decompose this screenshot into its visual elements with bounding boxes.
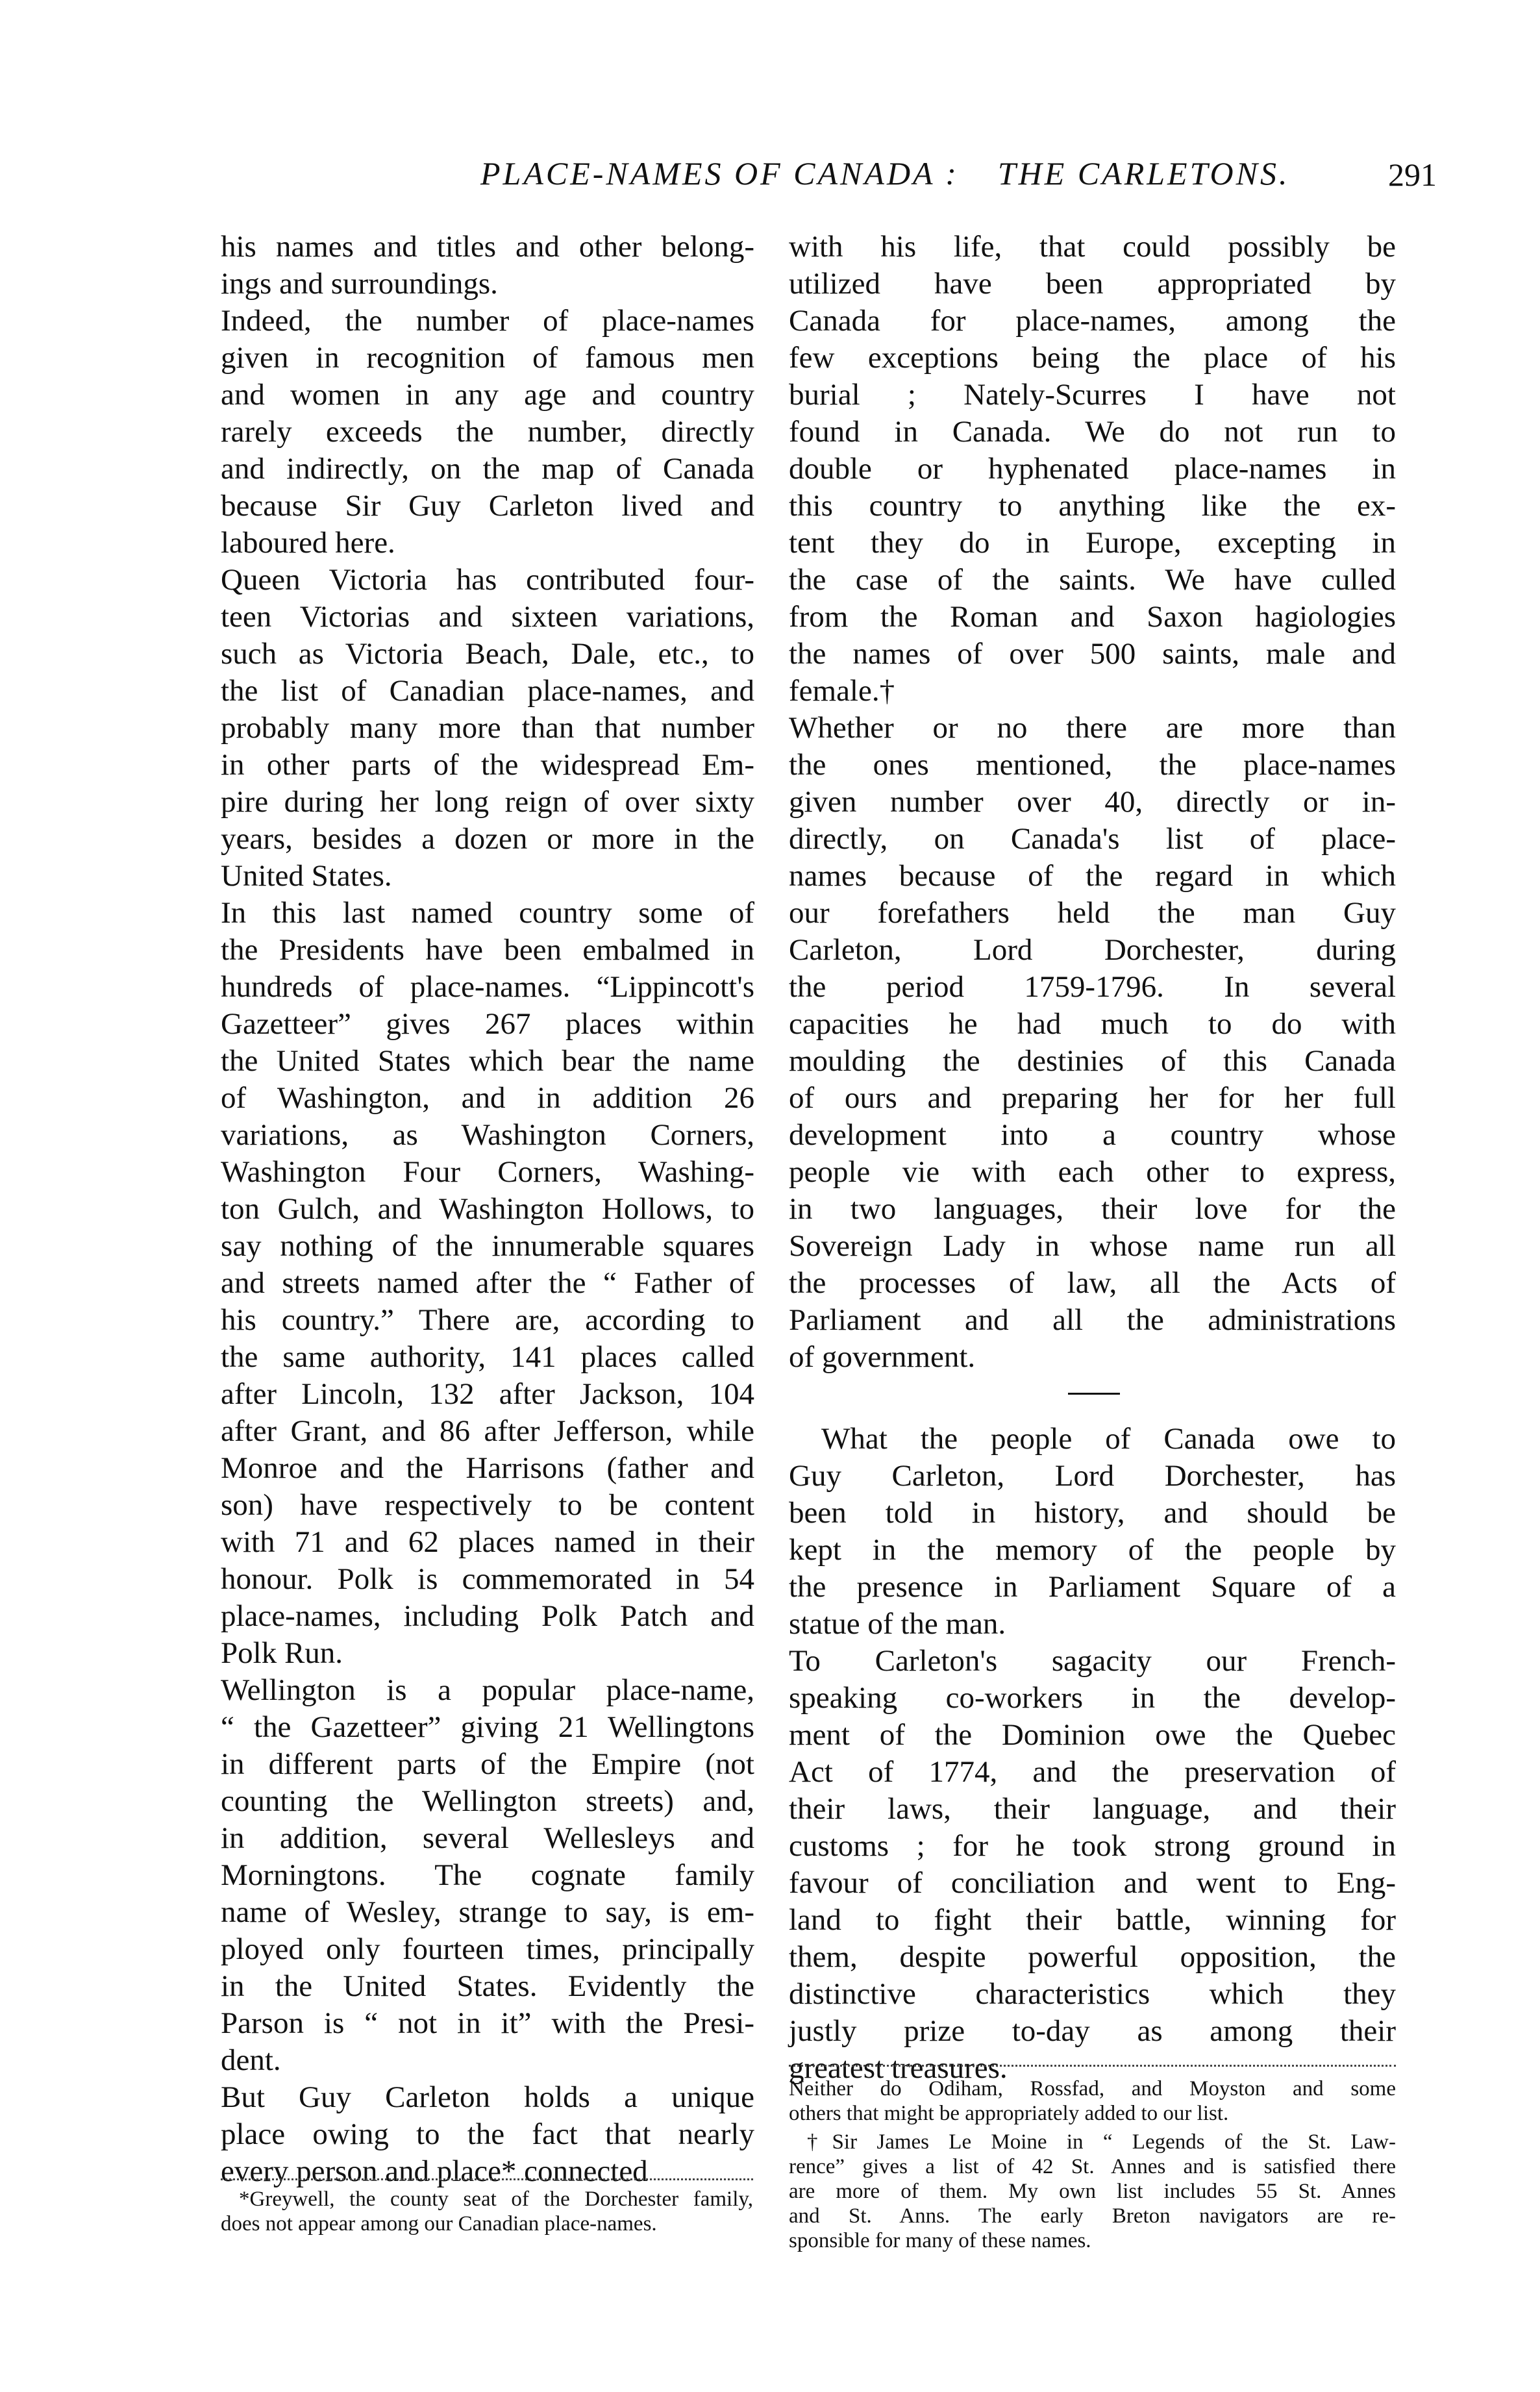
text-line: hundreds of place-names. “Lippincott's xyxy=(221,970,754,1004)
text-line: Parson is “ not in it” with the Presi- xyxy=(221,2006,754,2040)
text-line: Wellington is a popular place-name, xyxy=(221,1673,754,1707)
text-line: utilized have been appropriated by xyxy=(789,267,1396,301)
text-line: ment of the Dominion owe the Quebec xyxy=(789,1718,1396,1752)
text-line: Whether or no there are more than xyxy=(789,711,1396,745)
footnote-line: are more of them. My own list includes 55 St. Annes xyxy=(789,2180,1396,2203)
text-line: justly prize to-day as among their xyxy=(789,2014,1396,2048)
text-line: favour of conciliation and went to Eng- xyxy=(789,1866,1396,1900)
text-line: laboured here. xyxy=(221,526,395,560)
section-divider xyxy=(789,1376,1396,1413)
text-line: in the United States. Evidently the xyxy=(221,1969,754,2003)
text-line: Monroe and the Harrisons (father and xyxy=(221,1451,754,1485)
text-line: distinctive characteristics which they xyxy=(789,1977,1396,2011)
left-column xyxy=(221,229,754,2190)
text-line: the names of over 500 saints, male and xyxy=(789,637,1396,671)
text-line: Carleton, Lord Dorchester, during xyxy=(789,933,1396,967)
text-line: kept in the memory of the people by xyxy=(789,1533,1396,1567)
section-spacer xyxy=(789,1413,1396,1421)
page-number: 291 xyxy=(1388,156,1437,193)
text-line: To Carleton's sagacity our French- xyxy=(789,1644,1396,1678)
text-line: found in Canada. We do not run to xyxy=(789,415,1396,449)
text-line: honour. Polk is commemorated in 54 xyxy=(221,1562,754,1596)
text-line: the presence in Parliament Square of a xyxy=(789,1570,1396,1604)
text-line: son) have respectively to be content xyxy=(221,1488,754,1522)
footnote-rule-left xyxy=(221,2178,753,2180)
text-line: speaking co-workers in the develop- xyxy=(789,1681,1396,1715)
text-line: greatest treasures. xyxy=(789,2051,1008,2085)
text-line: tent they do in Europe, excepting in xyxy=(789,526,1396,560)
running-title-right: THE CARLETONS. xyxy=(997,155,1290,192)
text-line: teen Victorias and sixteen variations, xyxy=(221,600,754,634)
text-line: given number over 40, directly or in- xyxy=(789,785,1396,819)
text-line: rarely exceeds the number, directly xyxy=(221,415,754,449)
text-line: of Washington, and in addition 26 xyxy=(221,1081,754,1115)
text-line: from the Roman and Saxon hagiologies xyxy=(789,600,1396,634)
text-line: of government. xyxy=(789,1340,976,1374)
text-line: development into a country whose xyxy=(789,1118,1396,1152)
text-line: in different parts of the Empire (not xyxy=(221,1747,754,1781)
text-line: ings and surroundings. xyxy=(221,267,498,301)
text-line: the United States which bear the name xyxy=(221,1044,754,1078)
text-line: moulding the destinies of this Canada xyxy=(789,1044,1396,1078)
text-line: years, besides a dozen or more in the xyxy=(221,822,754,856)
text-line: capacities he had much to do with xyxy=(789,1007,1396,1041)
text-line: Canada for place-names, among the xyxy=(789,304,1396,338)
text-line: our forefathers held the man Guy xyxy=(789,896,1396,930)
text-line: place-names, including Polk Patch and xyxy=(221,1599,754,1633)
footnote-greywell xyxy=(221,2187,753,2236)
text-line: name of Wesley, strange to say, is em- xyxy=(221,1895,754,1929)
text-line: the same authority, 141 places called xyxy=(221,1340,754,1374)
text-line: dent. xyxy=(221,2043,281,2077)
text-line: been told in history, and should be xyxy=(789,1496,1396,1530)
text-line: Parliament and all the administrations xyxy=(789,1303,1396,1337)
text-line: in two languages, their love for the xyxy=(789,1192,1396,1226)
text-line: names because of the regard in which xyxy=(789,859,1396,893)
text-line: female.† xyxy=(789,674,895,708)
text-line: of ours and preparing her for her full xyxy=(789,1081,1396,1115)
footnote-line: sponsible for many of these names. xyxy=(789,2229,1091,2252)
text-line: given in recognition of famous men xyxy=(221,341,754,375)
footnote-line: does not appear among our Canadian place-names. xyxy=(221,2212,657,2236)
text-line: Gazetteer” gives 267 places within xyxy=(221,1007,754,1041)
text-line: because Sir Guy Carleton lived and xyxy=(221,489,754,523)
text-line: and streets named after the “ Father of xyxy=(221,1266,754,1300)
text-line: counting the Wellington streets) and, xyxy=(221,1784,754,1818)
text-line: United States. xyxy=(221,859,392,893)
text-line: Polk Run. xyxy=(221,1636,343,1670)
text-line: Queen Victoria has contributed four- xyxy=(221,563,754,597)
text-line: Guy Carleton, Lord Dorchester, has xyxy=(789,1459,1396,1493)
footnote-line: †Sir James Le Moine in “ Legends of the St. Law- xyxy=(807,2130,1396,2154)
text-line: their laws, their language, and their xyxy=(789,1792,1396,1826)
text-line: them, despite powerful opposition, the xyxy=(789,1940,1396,1974)
running-head xyxy=(480,155,1290,192)
text-line: ton Gulch, and Washington Hollows, to xyxy=(221,1192,754,1226)
text-line: burial ; Nately-Scurres I have not xyxy=(789,378,1396,412)
text-line: double or hyphenated place-names in xyxy=(789,452,1396,486)
footnote-line: *Greywell, the county seat of the Dorchester family, xyxy=(239,2187,753,2211)
text-line: say nothing of the innumerable squares xyxy=(221,1229,754,1263)
text-line: the Presidents have been embalmed in xyxy=(221,933,754,967)
footnote-rule-right xyxy=(789,2065,1396,2067)
text-line: probably many more than that number xyxy=(221,711,754,745)
text-line: the ones mentioned, the place-names xyxy=(789,748,1396,782)
text-line: his country.” There are, according to xyxy=(221,1303,754,1337)
text-line: the case of the saints. We have culled xyxy=(789,563,1396,597)
text-line: Indeed, the number of place-names xyxy=(221,304,754,338)
text-line: ployed only fourteen times, principally xyxy=(221,1932,754,1966)
text-line: few exceptions being the place of his xyxy=(789,341,1396,375)
text-line: the processes of law, all the Acts of xyxy=(789,1266,1396,1300)
text-line: this country to anything like the ex- xyxy=(789,489,1396,523)
text-line: after Grant, and 86 after Jefferson, while xyxy=(221,1414,754,1448)
text-line: in other parts of the widespread Em- xyxy=(221,748,754,782)
text-line: with his life, that could possibly be xyxy=(789,230,1396,264)
text-line: “ the Gazetteer” giving 21 Wellingtons xyxy=(221,1710,754,1744)
text-line: variations, as Washington Corners, xyxy=(221,1118,754,1152)
text-line: What the people of Canada owe to xyxy=(821,1422,1396,1456)
footnote-odiham xyxy=(789,2076,1396,2126)
text-line: land to fight their battle, winning for xyxy=(789,1903,1396,1937)
text-line: the period 1759-1796. In several xyxy=(789,970,1396,1004)
footnote-line: and St. Anns. The early Breton navigators are re- xyxy=(789,2204,1396,2228)
text-line: and women in any age and country xyxy=(221,378,754,412)
text-line: such as Victoria Beach, Dale, etc., to xyxy=(221,637,754,671)
text-line: directly, on Canada's list of place- xyxy=(789,822,1396,856)
text-line: people vie with each other to express, xyxy=(789,1155,1396,1189)
text-line: Morningtons. The cognate family xyxy=(221,1858,754,1892)
text-line: In this last named country some of xyxy=(221,896,754,930)
footnote-st-annes xyxy=(789,2130,1396,2253)
text-line: and indirectly, on the map of Canada xyxy=(221,452,754,486)
text-line: with 71 and 62 places named in their xyxy=(221,1525,754,1559)
text-line: his names and titles and other belong- xyxy=(221,230,754,264)
text-line: every person and place* connected xyxy=(221,2154,648,2188)
text-line: Act of 1774, and the preservation of xyxy=(789,1755,1396,1789)
footnote-line: rence” gives a list of 42 St. Annes and is satisfied there xyxy=(789,2155,1396,2178)
text-line: pire during her long reign of over sixty xyxy=(221,785,754,819)
text-line: Washington Four Corners, Washing- xyxy=(221,1155,754,1189)
text-line: the list of Canadian place-names, and xyxy=(221,674,754,708)
footnote-line: Neither do Odiham, Rossfad, and Moyston and some xyxy=(789,2077,1396,2100)
text-line: in addition, several Wellesleys and xyxy=(221,1821,754,1855)
text-line: after Lincoln, 132 after Jackson, 104 xyxy=(221,1377,754,1411)
text-line: Sovereign Lady in whose name run all xyxy=(789,1229,1396,1263)
text-line: place owing to the fact that nearly xyxy=(221,2117,754,2151)
running-title-left: PLACE-NAMES OF CANADA : xyxy=(480,155,959,192)
right-column xyxy=(789,229,1396,2087)
text-line: customs ; for he took strong ground in xyxy=(789,1829,1396,1863)
text-line: But Guy Carleton holds a unique xyxy=(221,2080,754,2114)
text-line: statue of the man. xyxy=(789,1607,1006,1641)
footnote-line: others that might be appropriately added to our list. xyxy=(789,2102,1229,2125)
footnotes-right xyxy=(789,2076,1396,2257)
